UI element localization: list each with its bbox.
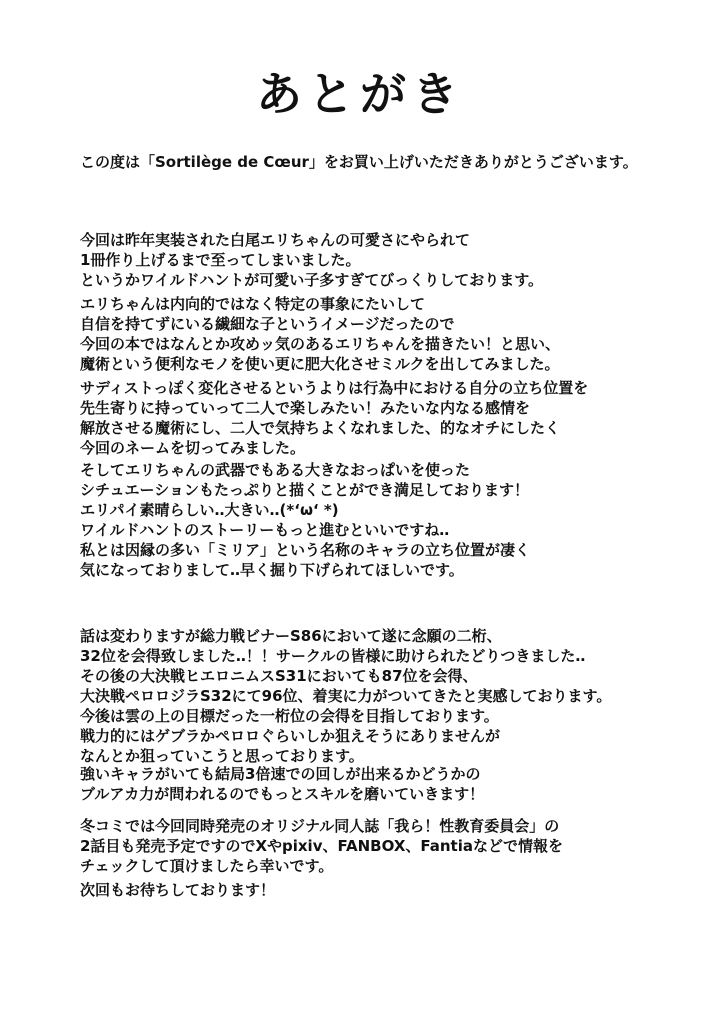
text-line: 自信を持てずにいる繊細な子というイメージだったので (80, 315, 455, 333)
text-line: シチュエーションもたっぷりと描くことができ満足しております！ (80, 481, 529, 499)
paragraph-6 (80, 764, 680, 804)
text-line: 今回は昨年実装された白尾エリちゃんの可愛さにやられて (80, 231, 471, 249)
page-title: あとがき (256, 67, 464, 121)
paragraph-1 (80, 230, 680, 290)
text-line: 先生寄りに持っていって二人で楽しみたい！みたいな内なる感情を (80, 399, 531, 417)
paragraph-7 (80, 816, 680, 876)
text-line: 冬コミでは今回同時発売のオリジナル同人誌「我ら！性教育委員会」の (80, 817, 560, 835)
paragraph-3 (80, 378, 680, 458)
text-line: 今回の本ではなんとか攻めッ気のあるエリちゃんを描きたい！と思い、 (80, 335, 561, 353)
text-line: 戦力的にはゲブラかペロロぐらいしか狙えそうにありませんが (80, 727, 501, 745)
text-line: 大決戦ペロロジラS32にて96位、着実に力がついてきたと実感しております。 (80, 687, 612, 705)
text-line: 解放させる魔術にし、二人で気持ちよくなれました、的なオチにしたく (80, 419, 561, 437)
text-line: サディストっぽく変化させるというよりは行為中における自分の立ち位置を (80, 379, 589, 397)
text-line: ブルアカ力が問われるのでもっとスキルを磨いていきます！ (80, 785, 485, 803)
text-line: 今回のネームを切ってみました。 (80, 439, 306, 457)
paragraph-5 (80, 626, 680, 766)
text-line: エリちゃんは内向的ではなく特定の事象にたいして (80, 295, 426, 313)
text-line: なんとか狙っていこうと思っております。 (80, 747, 364, 765)
paragraph-2 (80, 294, 680, 374)
intro-line: この度は「Sortilège de Cœur」をお買い上げいただきありがとうございます。 (80, 153, 638, 171)
text-line: チェックして頂けましたら幸いです。 (80, 857, 334, 875)
text-line: 1冊作り上げるまで至ってしまいました。 (80, 251, 361, 269)
text-line: 次回もお待ちしております！ (80, 881, 276, 899)
text-line: そしてエリちゃんの武器でもある大きなおっぱいを使った (80, 461, 471, 479)
text-line: 32位を会得致しました‥！！サークルの皆様に助けられたどりつきました‥ (80, 647, 586, 665)
paragraph-8 (80, 880, 680, 900)
text-line: エリパイ素晴らしい‥大きい‥(*‘ω‘ *) (80, 501, 339, 519)
text-line: ワイルドハントのストーリーもっと進むといいですね‥ (80, 521, 450, 539)
paragraph-4 (80, 460, 680, 580)
text-line: 強いキャラがいても結局3倍速での回しが出来るかどうかの (80, 765, 481, 783)
text-line: 気になっておりまして‥早く掘り下げられてほしいです。 (80, 561, 464, 579)
text-line: 話は変わりますが総力戦ビナーS86において遂に念願の二桁、 (80, 627, 502, 645)
text-line: というかワイルドハントが可愛い子多すぎてびっくりしております。 (80, 271, 544, 289)
text-line: 私とは因縁の多い「ミリア」という名称のキャラの立ち位置が凄く (80, 541, 531, 559)
text-line: 2話目も発売予定ですのでXやpixiv、FANBOX、Fantiaなどで情報を (80, 837, 563, 855)
text-line: 魔術という便利なモノを使い更に肥大化させミルクを出してみました。 (80, 355, 560, 373)
text-line: その後の大決戦ヒエロニムスS31においても87位を会得、 (80, 667, 478, 685)
text-line: 今後は雲の上の目標だった一桁位の会得を目指しております。 (80, 707, 499, 725)
